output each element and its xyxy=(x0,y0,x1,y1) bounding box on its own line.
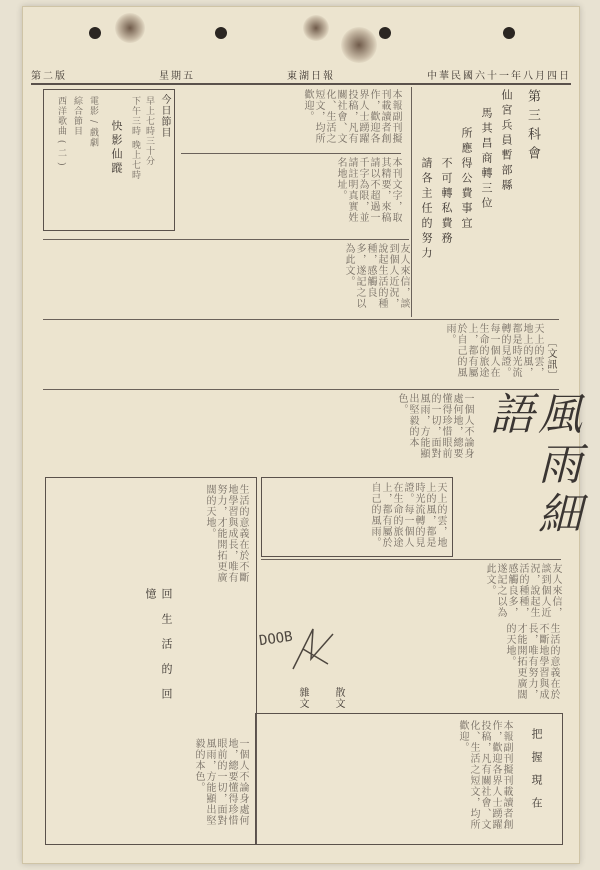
binder-hole xyxy=(503,27,515,39)
article-text: 一個人不論身處何地，總要懂得珍惜眼前的一切，面對風雨，方能顯出堅毅的本色。 xyxy=(193,738,248,826)
divider xyxy=(181,153,401,154)
feature-headline: 風雨細語 xyxy=(482,391,581,541)
divider xyxy=(43,239,409,240)
article-text: 一個人不論身處何地，總要懂得珍惜眼前的一切，面對風雨，方能顯出堅毅的本色。 xyxy=(396,393,473,459)
bottom-right-title: 把握現在 xyxy=(530,728,543,820)
left-feature-title: 回生活的回憶 xyxy=(144,588,173,713)
ink-stain xyxy=(303,15,329,41)
binder-hole xyxy=(89,27,101,39)
article-text: 友人來信，談到個人近況，說起生活的種種，感觸良多，遂記之以為此文。 xyxy=(484,563,561,618)
notice-line: 西洋歌曲 ( 二 ) xyxy=(56,96,66,167)
handwritten-mark: DOOB xyxy=(258,628,294,650)
paper-name: 東湖日報 xyxy=(287,70,335,82)
ink-stain xyxy=(341,27,377,63)
center-article-box xyxy=(261,477,453,557)
divider xyxy=(43,319,559,320)
divider xyxy=(261,559,561,560)
binder-hole xyxy=(215,27,227,39)
notice-line: 下午三時 晚上七時 xyxy=(130,96,140,180)
program-notice-box xyxy=(43,89,175,231)
left-feature-box xyxy=(45,477,257,845)
right-column-line: 所應得公費事宜 xyxy=(460,127,473,232)
weekday: 星期五 xyxy=(159,70,195,82)
article-text: 本報副刊擬刊載讀者創作，歡迎各界人士踴躍投稿，凡有關社會、文化、生活之短文，均所歡迎。 xyxy=(457,720,512,830)
newspaper-page xyxy=(22,6,580,864)
notice-line: 早上七時三十分 xyxy=(144,96,154,166)
notice-line: 電影 / 戲劇 xyxy=(88,96,98,148)
right-column-title: 第三科會 xyxy=(525,89,540,165)
notice-line: 綜合節目 xyxy=(72,96,82,136)
divider xyxy=(411,87,412,317)
article-text: 友人來信，談到個人近況，說起生活的種種，感觸良多，遂記之以為此文。 xyxy=(343,243,409,309)
right-column-line: 馬其昌商轉三位 xyxy=(480,107,493,212)
article-text: 天上的雲，地上的風，都是時光流轉的見證。每一個人在生命的旅途上，都有屬於自己的風雨。 xyxy=(369,482,446,548)
page-header xyxy=(31,65,571,85)
issue-date: 中華民國六十一年八月四日 xyxy=(427,70,571,82)
side-note: 〔文訊〕 xyxy=(545,337,556,381)
binder-hole xyxy=(379,27,391,39)
article-text: 本刊文字，取其精要，來稿請以不超過一千字為限，並請註明真實姓名地址。 xyxy=(335,157,401,223)
right-column-line: 不可轉私費務 xyxy=(440,157,453,247)
notice-title: 今日節目 xyxy=(159,94,170,138)
notice-subtitle: 快影仙蹤 xyxy=(110,120,123,176)
divider xyxy=(43,389,559,390)
ink-stain xyxy=(115,13,145,43)
article-text: 本報副刊擬刊載讀者創作，歡迎各界人士踴躍投稿，凡有關社會、文化、生活之短文，均所歡迎。 xyxy=(302,89,401,144)
right-column-line: 仙宮兵員暫部縣 xyxy=(500,89,513,194)
right-column-line: 請各主任的努力 xyxy=(420,157,433,262)
article-text: 天上的雲，地上的風，都是時光流轉的見證。每一個人在生命的旅途上，都有屬於自己的風雨。 xyxy=(444,323,543,378)
page-number: 第二版 xyxy=(31,70,67,82)
bottom-article-box xyxy=(255,713,563,845)
article-text: 生活的意義在於不斷地學習與成長，唯有努力，才能開拓更廣闊的天地。 xyxy=(504,623,559,700)
pen-scribble xyxy=(283,619,353,679)
article-text: 生活的意義在於不斷地學習與成長，唯有努力，才能開拓更廣闊的天地。 xyxy=(204,484,248,583)
small-caption: 雜文 xyxy=(297,687,308,709)
small-caption: 散文 xyxy=(333,687,344,709)
